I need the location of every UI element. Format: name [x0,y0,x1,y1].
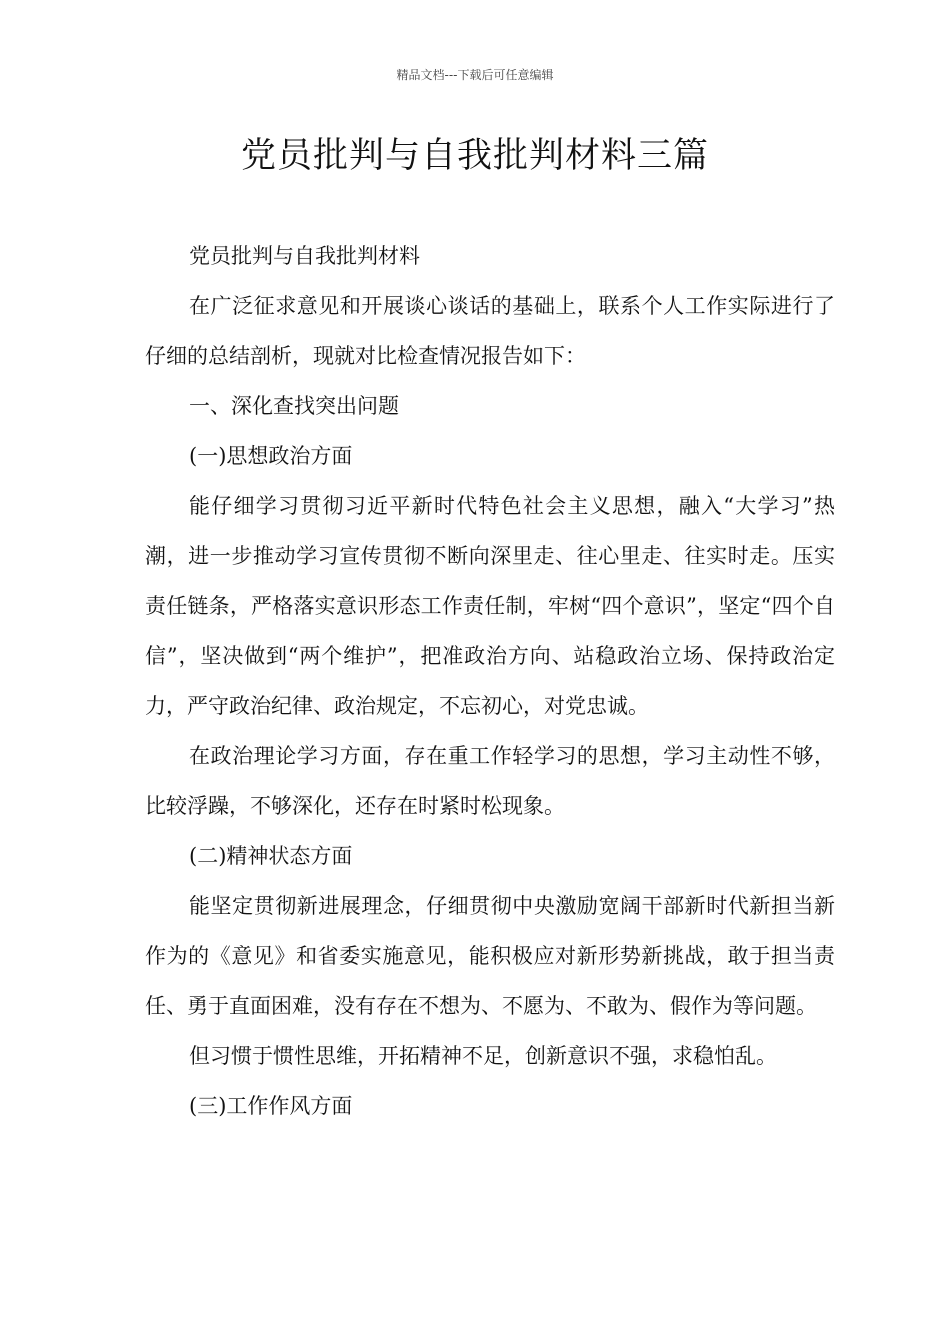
header-note: 精品文档---下载后可任意编辑 [396,68,554,82]
paragraph-political-2: 在政治理论学习方面，存在重工作轻学习的思想，学习主动性不够，比较浮躁，不够深化，还存在时紧时松现象。 [145,744,835,818]
section-heading-1: 一、深化查找突出问题 [189,394,399,418]
paragraph-spirit-1: 能坚定贯彻新进展理念，仔细贯彻中央激励宽阔干部新时代新担当新作为的《意见》和省委实施意见，能积极应对新形势新挑战，敢于担当责任、勇于直面困难，没有存在不想为、不愿为、不敢为、假作为等问题。 [145,894,835,1018]
paragraph-intro: 在广泛征求意见和开展谈心谈话的基础上，联系个人工作实际进行了仔细的总结剖析，现就对比检查情况报告如下： [145,294,835,368]
subsection-heading-2: (二)精神状态方面 [189,844,353,868]
document-body [145,231,835,1131]
section-subtitle: 党员批判与自我批判材料 [189,244,420,268]
subsection-heading-3: (三)工作作风方面 [189,1094,353,1118]
document-title: 党员批判与自我批判材料三篇 [240,136,709,176]
paragraph-spirit-2: 但习惯于惯性思维，开拓精神不足，创新意识不强，求稳怕乱。 [189,1044,777,1068]
subsection-heading-1: (一)思想政治方面 [189,444,353,468]
paragraph-political-1: 能仔细学习贯彻习近平新时代特色社会主义思想，融入“大学习”热潮，进一步推动学习宣传贯彻不断向深里走、往心里走、往实时走。压实责任链条，严格落实意识形态工作责任制，牢树“四个意识”，坚定“四个自信”，坚决做到“两个维护”，把准政治方向、站稳政治立场、保持政治定力，严守政治纪律、政治规定，不忘初心，对党忠诚。 [145,494,835,718]
